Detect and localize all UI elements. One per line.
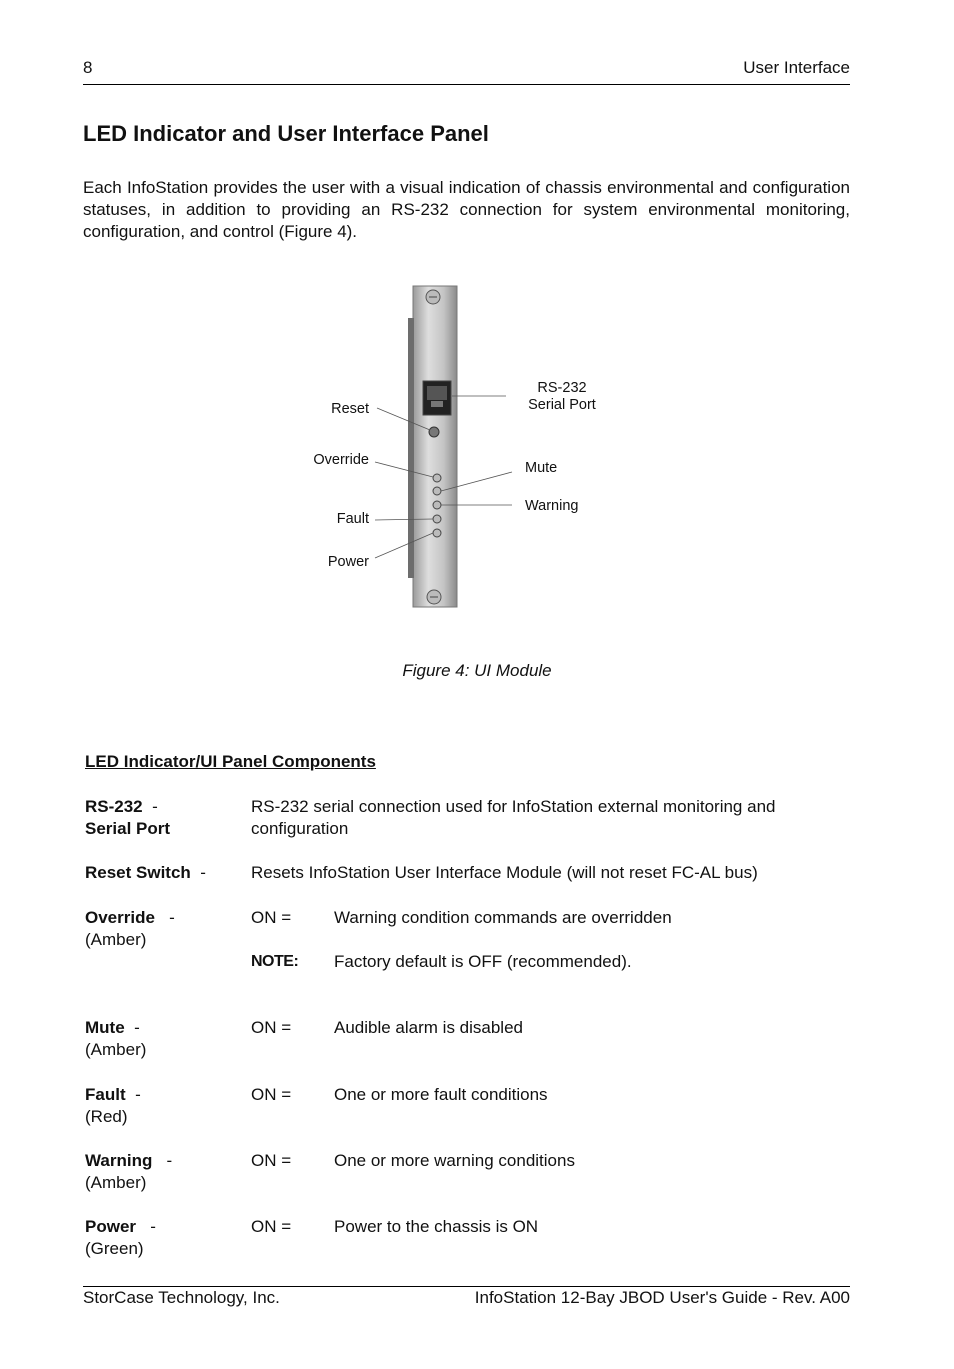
fault-label: Fault: [336, 511, 369, 527]
term-serial-port: Serial Port: [85, 819, 171, 838]
running-header: User Interface: [743, 58, 850, 77]
desc-override: Warning condition commands are overridden: [334, 908, 672, 927]
override-led: [433, 474, 441, 482]
note-text: Factory default is OFF (recommended).: [334, 952, 632, 971]
term-mute: Mute: [85, 1018, 125, 1037]
footer-company: StorCase Technology, Inc.: [83, 1288, 280, 1307]
override-on: ON =: [251, 908, 292, 927]
desc-power: Power to the chassis is ON: [334, 1217, 539, 1236]
module-plate: [413, 286, 457, 607]
desc-rs232: RS-232 serial connection used for InfoStation external monitoring and configuration: [251, 797, 776, 838]
note-label: NOTE:: [251, 953, 299, 970]
ui-module-figure: [0, 270, 954, 620]
fault-on: ON =: [251, 1085, 292, 1104]
warning-color: (Amber): [85, 1173, 147, 1192]
page-number: 8: [83, 58, 93, 77]
fault-color: (Red): [85, 1107, 128, 1126]
term-reset: Reset Switch: [85, 863, 191, 882]
serial-port-label: Serial Port: [528, 397, 596, 413]
mute-on: ON =: [251, 1018, 292, 1037]
power-color: (Green): [85, 1239, 144, 1258]
override-label: Override: [313, 452, 369, 468]
rs232-label: RS-232: [537, 380, 587, 396]
warning-led: [433, 501, 441, 509]
term-fault: Fault: [85, 1085, 126, 1104]
warning-on: ON =: [251, 1151, 292, 1170]
page-title: LED Indicator and User Interface Panel: [83, 121, 489, 146]
mute-label: Mute: [525, 460, 558, 476]
section-title: LED Indicator/UI Panel Components: [85, 752, 376, 771]
desc-warning: One or more warning conditions: [334, 1151, 575, 1170]
mute-led: [433, 487, 441, 495]
term-warning: Warning: [85, 1151, 153, 1170]
fault-led: [433, 515, 441, 523]
term-override: Override: [85, 908, 155, 927]
header-rule: [83, 84, 850, 85]
desc-fault: One or more fault conditions: [334, 1085, 548, 1104]
power-led: [433, 529, 441, 537]
term-rs232: RS-232: [85, 797, 143, 816]
mute-color: (Amber): [85, 1040, 147, 1059]
reset-label: Reset: [331, 401, 369, 417]
power-on: ON =: [251, 1217, 292, 1236]
power-label: Power: [327, 554, 369, 570]
override-color: (Amber): [85, 930, 147, 949]
figure-caption: Figure 4: UI Module: [402, 661, 552, 680]
warning-label: Warning: [525, 498, 579, 514]
intro-paragraph: Each InfoStation provides the user with a visual indication of chassis environmental and configuration statuses, in addition to providing an RS-232 connection for system environmental monitoring, configuration, and control (Figure 4).: [83, 178, 850, 241]
desc-mute: Audible alarm is disabled: [334, 1018, 523, 1037]
footer-rule: [83, 1286, 850, 1287]
term-power: Power: [85, 1217, 137, 1236]
footer-guide-title: InfoStation 12-Bay JBOD User's Guide - Rev. A00: [474, 1288, 850, 1307]
reset-button: [429, 427, 439, 437]
desc-reset: Resets InfoStation User Interface Module (will not reset FC-AL bus): [251, 863, 758, 882]
